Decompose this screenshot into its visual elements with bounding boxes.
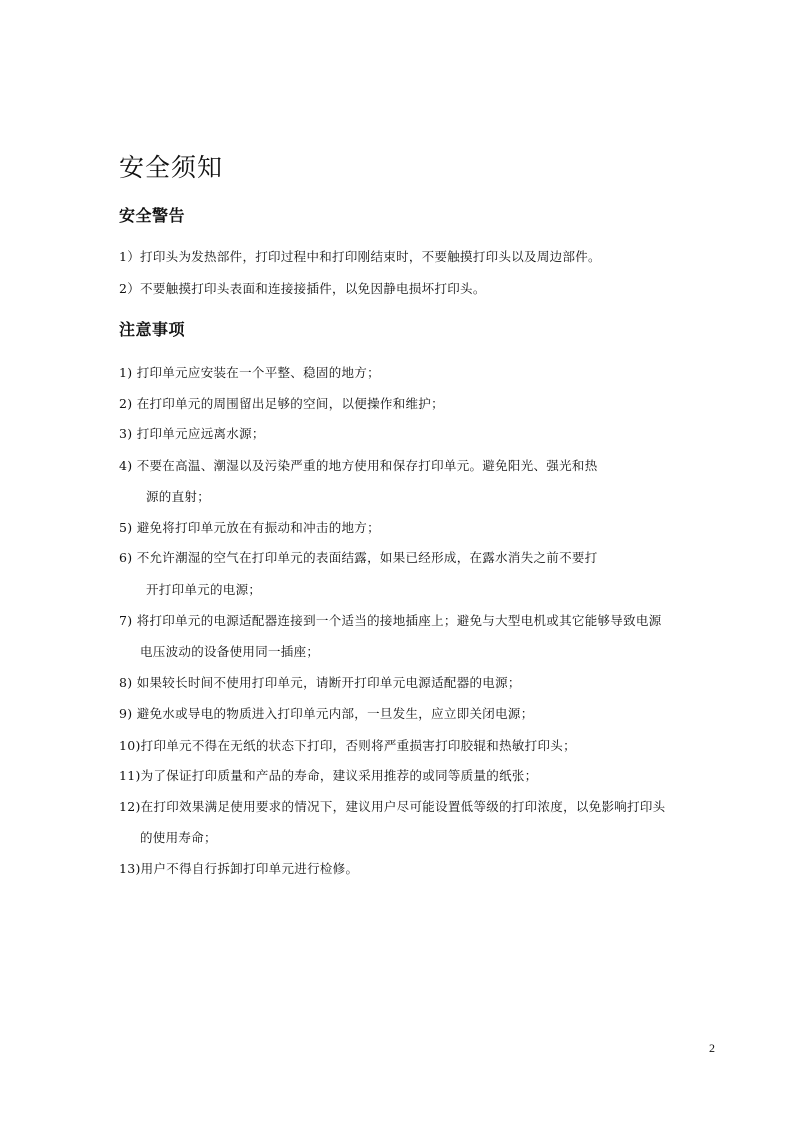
safety-warning-item: 1）打印头为发热部件，打印过程中和打印刚结束时，不要触摸打印头以及周边部件。 xyxy=(119,249,601,264)
precaution-item-continuation: 源的直射； xyxy=(146,489,211,504)
precautions-heading: 注意事项 xyxy=(119,320,186,339)
precaution-item: 4) 不要在高温、潮湿以及污染严重的地方使用和保存打印单元。避免阳光、强光和热 xyxy=(119,458,598,473)
page-title: 安全须知 xyxy=(119,153,224,182)
precaution-item: 6) 不允许潮湿的空气在打印单元的表面结露，如果已经形成，在露水消失之前不要打 xyxy=(119,550,598,565)
safety-warning-heading: 安全警告 xyxy=(119,206,186,225)
precaution-item: 9) 避免水或导电的物质进入打印单元内部，一旦发生，应立即关闭电源； xyxy=(119,706,534,721)
precaution-item: 10)打印单元不得在无纸的状态下打印，否则将严重损害打印胶辊和热敏打印头； xyxy=(119,738,576,753)
precaution-item: 3) 打印单元应远离水源； xyxy=(119,426,265,441)
precaution-item: 7) 将打印单元的电源适配器连接到一个适当的接地插座上；避免与大型电机或其它能够导致电源 xyxy=(119,613,662,628)
precaution-item-continuation: 开打印单元的电源； xyxy=(146,582,262,597)
precaution-item: 13)用户不得自行拆卸打印单元进行检修。 xyxy=(119,861,359,876)
precaution-item: 11)为了保证打印质量和产品的寿命，建议采用推荐的或同等质量的纸张； xyxy=(119,768,538,783)
precaution-item: 12)在打印效果满足使用要求的情况下，建议用户尽可能设置低等级的打印浓度，以免影响打印头 xyxy=(119,799,666,814)
precaution-item-continuation: 电压波动的设备使用同一插座； xyxy=(140,644,320,659)
precaution-item: 5) 避免将打印单元放在有振动和冲击的地方； xyxy=(119,520,380,535)
precaution-item: 1) 打印单元应安装在一个平整、稳固的地方； xyxy=(119,365,380,380)
page-number: 2 xyxy=(709,1041,715,1055)
precaution-item: 8) 如果较长时间不使用打印单元，请断开打印单元电源适配器的电源； xyxy=(119,675,521,690)
precaution-item: 2) 在打印单元的周围留出足够的空间，以便操作和维护； xyxy=(119,396,444,411)
safety-warning-item: 2）不要触摸打印头表面和连接接插件，以免因静电损坏打印头。 xyxy=(119,281,486,296)
precaution-item-continuation: 的使用寿命； xyxy=(140,830,217,845)
